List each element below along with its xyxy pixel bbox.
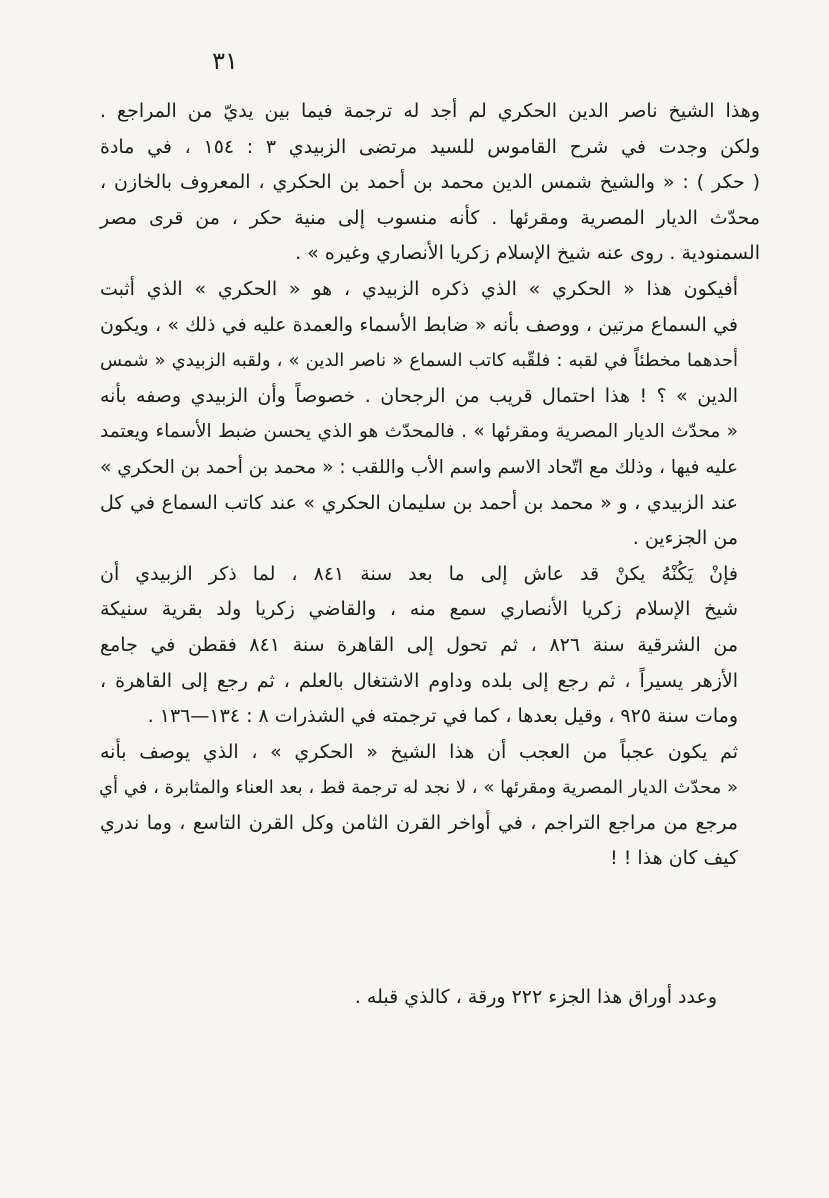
page-number: ٣١ xyxy=(212,47,238,75)
text-line: « محدّث الديار المصرية ومقرئها » . فالمحدّث هو الذي يحسن ضبط الأسماء ويعتمد xyxy=(100,421,738,443)
text-line: في السماع مرتين ، ووصف بأنه « ضابط الأسماء والعمدة عليه في ذلك » ، ويكون xyxy=(100,313,738,336)
text-line: من الشرقية سنة ٨٢٦ ، ثم تحول إلى القاهرة سنة ٨٤١ فقطن في جامع xyxy=(100,633,739,656)
text-line: محدّث الديار المصرية ومقرئها . كأنه منسوب إلى منية حكر ، من قرى مصر xyxy=(100,206,760,229)
text-line: الأزهر يسيراً ، ثم رجع إلى بلده وداوم الاشتغال بالعلم ، ثم رجع إلى القاهرة ، xyxy=(100,669,738,692)
text-line: ولكن وجدت في شرح القاموس للسيد مرتضى الزبيدي ٣ : ١٥٤ ، في مادة xyxy=(100,135,760,158)
text-line: أحدهما مخطئاً في لقبه : فلقّبه كاتب السماع « ناصر الدين » ، ولقبه الزبيدي « شمس xyxy=(100,350,738,372)
body-text xyxy=(100,94,760,877)
text-line: مرجع من مراجع التراجم ، في أواخر القرن الثامن وكل القرن التاسع ، وما ندري xyxy=(100,811,738,834)
text-line: السمنودية . روى عنه شيخ الإسلام زكريا الأنصاري وغيره » . xyxy=(295,242,760,265)
text-line: أفيكون هذا « الحكري » الذي ذكره الزبيدي ، هو « الحكري » الذي أثبت xyxy=(100,277,738,300)
paragraph xyxy=(100,557,760,735)
text-line: ومات سنة ٩٢٥ ، وقيل بعدها ، كما في ترجمته في الشذرات ٨ : ١٣٤—١٣٦ . xyxy=(147,705,738,728)
text-line: من الجزءين . xyxy=(632,527,738,550)
closing-line: وعدد أوراق هذا الجزء ٢٢٢ ورقة ، كالذي قبله . xyxy=(354,986,717,1008)
text-line: فإنْ يَكُنْهُ يكنْ قد عاش إلى ما بعد سنة ٨٤١ ، لما ذكر الزبيدي أن xyxy=(100,562,738,585)
text-line: عند الزبيدي ، و « محمد بن أحمد بن سليمان الحكري » عند كاتب السماع في كل xyxy=(100,491,738,514)
text-line: شيخ الإسلام زكريا الأنصاري سمع منه ، والقاضي زكريا ولد بقرية سنيكة xyxy=(100,598,738,621)
text-line: وهذا الشيخ ناصر الدين الحكري لم أجد له ترجمة فيما بين يديّ من المراجع . xyxy=(100,100,760,122)
paragraph xyxy=(100,94,760,272)
text-line: « محدّث الديار المصرية ومقرئها » ، لا نجد له ترجمة قط ، بعد العناء والمثابرة ، في أي xyxy=(98,777,738,799)
text-line: الدين » ؟ ! هذا احتمال قريب من الرجحان . خصوصاً وأن الزبيدي وصفه بأنه xyxy=(100,384,738,407)
text-line: كيف كان هذا ! ! xyxy=(610,847,738,870)
paragraph xyxy=(100,735,760,877)
paragraph xyxy=(100,272,760,557)
text-line: ( حكر ) : « والشيخ شمس الدين محمد بن أحمد بن الحكري ، المعروف بالخازن ، xyxy=(100,171,760,194)
text-line: عليه فيها ، وذلك مع اتّحاد الاسم واسم الأب واللقب : « محمد بن أحمد بن الحكري » xyxy=(100,456,738,478)
text-line: ثم يكون عجباً من العجب أن هذا الشيخ « الحكري » ، الذي يوصف بأنه xyxy=(100,740,738,763)
